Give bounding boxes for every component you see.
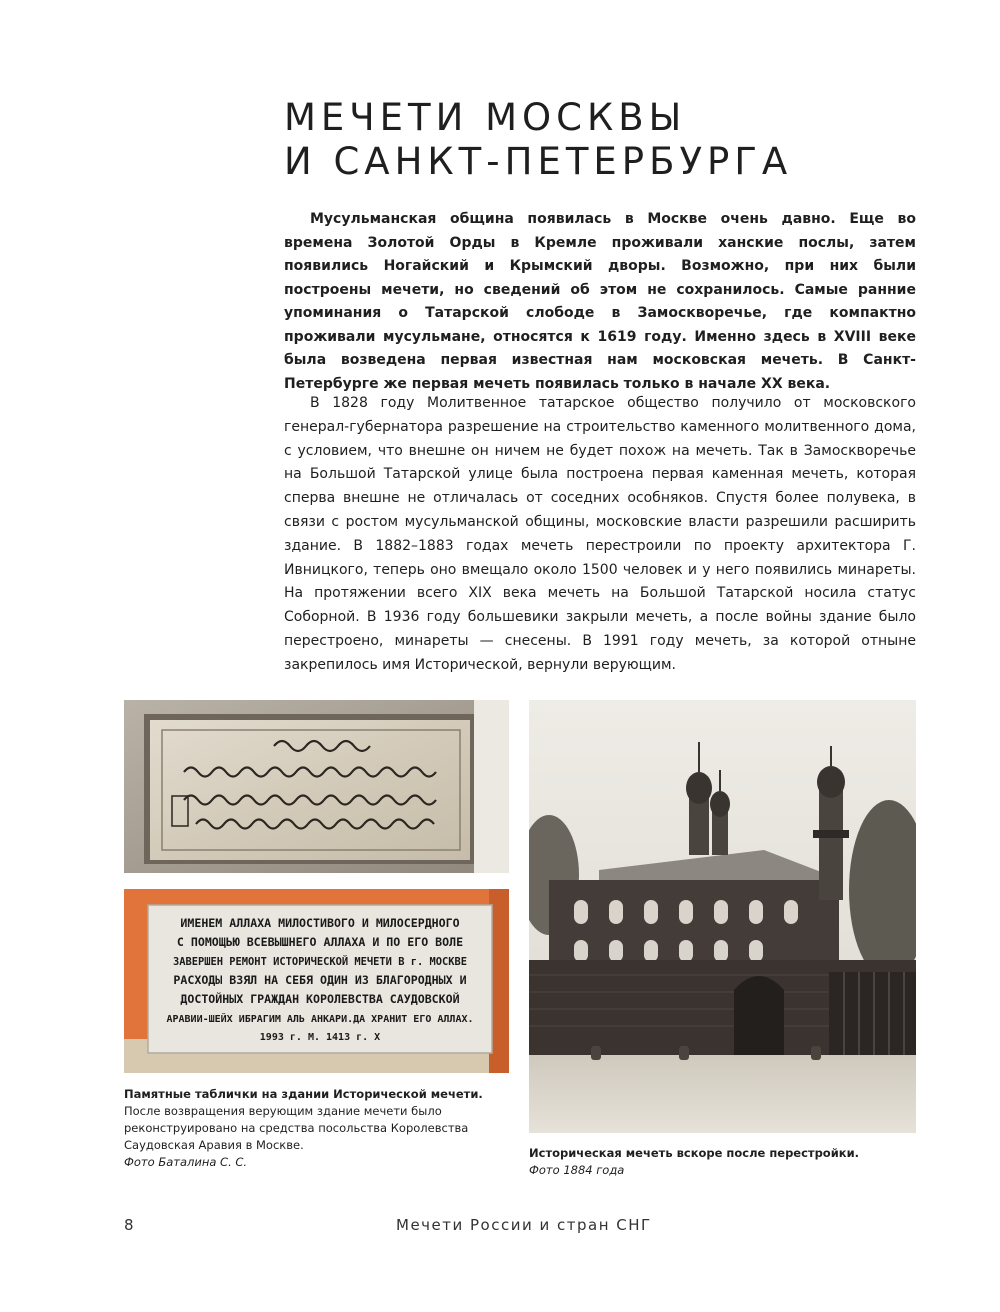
caption-mosque — [529, 1145, 916, 1179]
page-title-line-2: И САНКТ-ПЕТЕРБУРГА — [284, 140, 793, 183]
page-title — [284, 96, 964, 184]
caption-plaques-title: Памятные таблички на здании Исторической мечети. — [124, 1087, 483, 1101]
photo-arabic-plaque — [124, 700, 509, 873]
plaque-line-2: С ПОМОЩЬЮ ВСЕВЫШНЕГО АЛЛАХА И ПО ЕГО ВОЛЕ — [176, 935, 464, 949]
caption-plaques-credit: Фото Баталина С. С. — [124, 1155, 248, 1169]
plaque-line-7: 1993 г. М. 1413 г. Х — [259, 1032, 381, 1043]
lead-paragraph: Мусульманская община появилась в Москве очень давно. Еще во времена Золотой Орды в Кремле проживали ханские послы, затем появились Ногайский и Крымский дворы. Возможно, при них были построены мечети, но сведений об этом не сохранилось. Самые ранние упоминания о Татарской слободе в Замоскворечье, где компактно проживали мусульмане, относятся к 1619 году. Именно здесь в XVIII веке была возведена первая известная нам московская мечеть. В Санкт-Петербурге же первая мечеть появилась только в начале XX века. — [284, 211, 916, 392]
arabic-plaque-image — [124, 700, 509, 873]
caption-mosque-credit: Фото 1884 года — [529, 1163, 625, 1177]
plaque-line-1: ИМЕНЕМ АЛЛАХА МИЛОСТИВОГО И МИЛОСЕРДНОГО — [180, 916, 460, 930]
page-number: 8 — [124, 1216, 134, 1234]
photo-historic-mosque — [529, 700, 916, 1133]
plaque-line-4: РАСХОДЫ ВЗЯЛ НА СЕБЯ ОДИН ИЗ БЛАГОРОДНЫХ И — [173, 973, 467, 987]
running-footer-title: Мечети России и стран СНГ — [396, 1216, 652, 1234]
russian-plaque-image — [124, 889, 509, 1073]
plaque-line-3: ЗАВЕРШЕН РЕМОНТ ИСТОРИЧЕСКОЙ МЕЧЕТИ В г. МОСКВЕ — [172, 956, 468, 968]
historic-mosque-image — [529, 700, 916, 1133]
caption-plaques — [124, 1086, 494, 1171]
plaque-line-6: АРАВИИ-ШЕЙХ ИБРАГИМ АЛЬ АНКАРИ.ДА ХРАНИТ ЕГО АЛЛАХ. — [166, 1014, 474, 1025]
caption-plaques-text: После возвращения верующим здание мечети было реконструировано на средства посольства Королевства Саудовская Аравия в Москве. — [124, 1104, 469, 1152]
caption-mosque-title: Историческая мечеть вскоре после перестройки. — [529, 1146, 860, 1160]
photo-russian-plaque — [124, 889, 509, 1073]
body-paragraph: В 1828 году Молитвенное татарское общество получило от московского генерал-губернатора разрешение на строительство каменного молитвенного дома, с условием, что внешне он ничем не будет похож на мечеть. Так в Замоскворечье на Большой Татарской улице была построена первая каменная мечеть, которая сперва внешне не отличалась от соседних особняков. Спустя более полувека, в связи с ростом мусульманской общины, московские власти разрешили расширить здание. В 1882–1883 годах мечеть перестроили по проекту архитектора Г. Ивницкого, теперь оно вмещало около 1500 человек и у него появились минареты. На протяжении всего XIX века мечеть на Большой Татарской носила статус Соборной. В 1936 году большевики закрыли мечеть, а после войны здание было перестроено, минареты — снесены. В 1991 году мечеть, за которой отныне закрепилось имя Исторической, вернули верующим. — [284, 395, 916, 673]
plaque-line-5: ДОСТОЙНЫХ ГРАЖДАН КОРОЛЕВСТВА САУДОВСКОЙ — [180, 992, 460, 1006]
page-title-line-1: МЕЧЕТИ МОСКВЫ — [284, 96, 687, 139]
